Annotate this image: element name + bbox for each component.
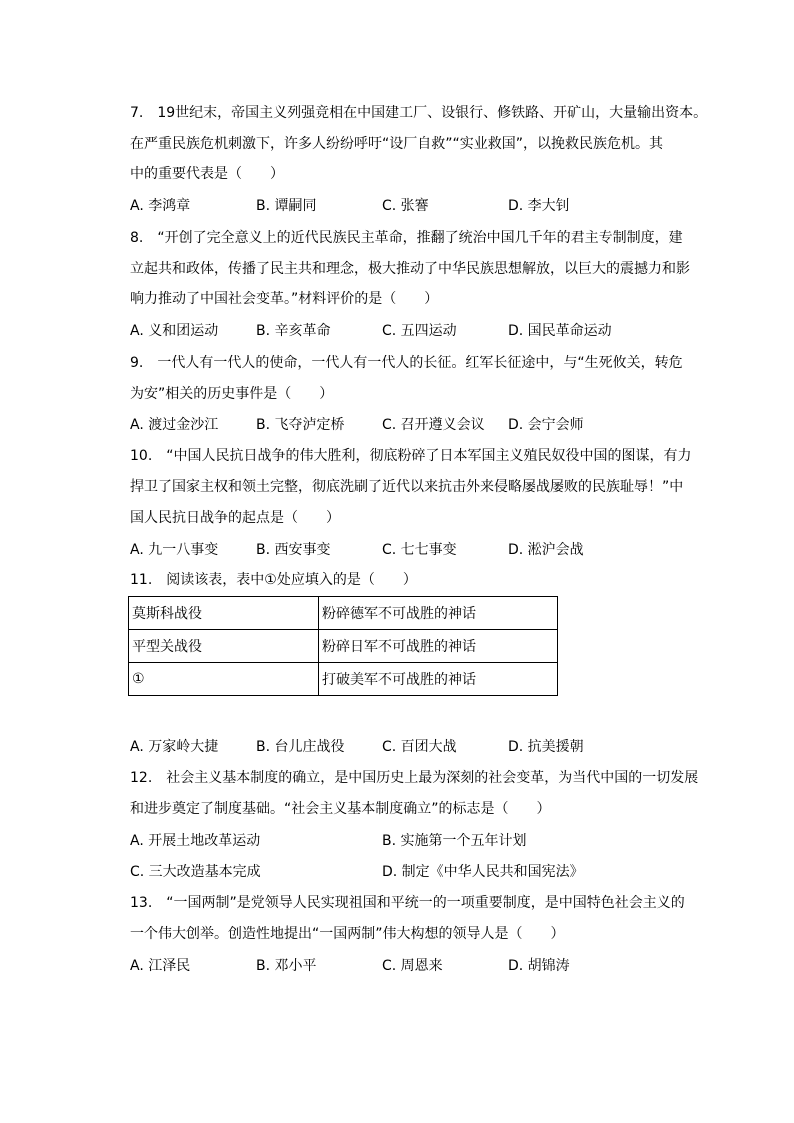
question-text-line: 11. 阅读该表，表中①处应填入的是（ ） [130,572,417,588]
option-b: B. 西安事变 [256,542,331,558]
option-d: D. 国民革命运动 [508,323,612,339]
option-b: B. 邓小平 [256,958,317,974]
option-b: B. 谭嗣同 [256,198,317,214]
option-a: A. 义和团运动 [130,323,219,339]
table-cell: 平型关战役 [129,630,319,663]
option-c: C. 五四运动 [382,323,457,339]
option-b: B. 飞夺泸定桥 [256,417,345,433]
option-b: B. 实施第一个五年计划 [382,833,527,849]
table-cell: ① [129,663,319,696]
option-c: C. 百团大战 [382,739,457,755]
option-c: C. 周恩来 [382,958,443,974]
question-text-line: 立起共和政体，传播了民主共和理念，极大推动了中华民族思想解放，以巨大的震撼力和影 [130,261,690,277]
question-text-line: 9. 一代人有一代人的使命，一代人有一代人的长征。红军长征途中，与“生死攸关，转危 [130,355,683,371]
question-text-line: 和进步奠定了制度基础。“社会主义基本制度确立”的标志是（ ） [130,801,551,817]
option-c: C. 张謇 [382,198,429,214]
table-cell: 粉碎德军不可战胜的神话 [319,597,558,630]
option-a: A. 渡过金沙江 [130,417,219,433]
question-text-line: 10. “中国人民抗日战争的伟大胜利，彻底粉碎了日本军国主义殖民奴役中国的图谋，有力 [130,448,692,464]
option-c: C. 召开遵义会议 [382,417,485,433]
question-text-line: 响力推动了中国社会变革。”材料评价的是（ ） [130,291,439,307]
option-a: A. 李鸿章 [130,198,191,214]
table-row [129,597,558,630]
question-text-line: 在严重民族危机刺激下，许多人纷纷呼吁“设厂自救”“实业救国”，以挽救民族危机。其 [130,136,664,152]
question-text-line: 13. “一国两制”是党领导人民实现祖国和平统一的一项重要制度，是中国特色社会主义的 [130,895,685,911]
option-b: B. 台儿庄战役 [256,739,345,755]
option-a: A. 开展土地改革运动 [130,833,261,849]
option-b: B. 辛亥革命 [256,323,331,339]
option-a: A. 九一八事变 [130,542,219,558]
question-text-line: 12. 社会主义基本制度的确立，是中国历史上最为深刻的社会变革，为当代中国的一切发展 [130,770,699,786]
table-cell: 莫斯科战役 [129,597,319,630]
table-cell: 粉碎日军不可战胜的神话 [319,630,558,663]
table-row [129,630,558,663]
question-text-line: 为安”相关的历史事件是（ ） [130,386,334,402]
option-d: D. 李大钊 [508,198,570,214]
option-d: D. 胡锦涛 [508,958,570,974]
option-d: D. 淞沪会战 [508,542,584,558]
option-a: A. 万家岭大捷 [130,739,219,755]
option-d: D. 会宁会师 [508,417,584,433]
question-text-line: 捍卫了国家主权和领土完整，彻底洗刷了近代以来抗击外来侵略屡战屡败的民族耻辱！”中 [130,479,684,495]
question-text-line: 一个伟大创举。创造性地提出“一国两制”伟大构想的领导人是（ ） [130,926,565,942]
question-text-line: 中的重要代表是（ ） [130,166,284,182]
option-d: D. 制定《中华人民共和国宪法》 [382,864,584,880]
comparison-table [128,596,558,696]
option-c: C. 七七事变 [382,542,457,558]
question-text-line: 国人民抗日战争的起点是（ ） [130,510,340,526]
option-d: D. 抗美援朝 [508,739,584,755]
option-c: C. 三大改造基本完成 [130,864,261,880]
option-a: A. 江泽民 [130,958,191,974]
table-row [129,663,558,696]
table-cell: 打破美军不可战胜的神话 [319,663,558,696]
question-text-line: 8. “开创了完全意义上的近代民族民主革命，推翻了统治中国几千年的君主专制制度，建 [130,230,683,246]
question-text-line: 7. 19世纪末，帝国主义列强竞相在中国建工厂、设银行、修铁路、开矿山，大量输出资本。 [130,105,708,121]
